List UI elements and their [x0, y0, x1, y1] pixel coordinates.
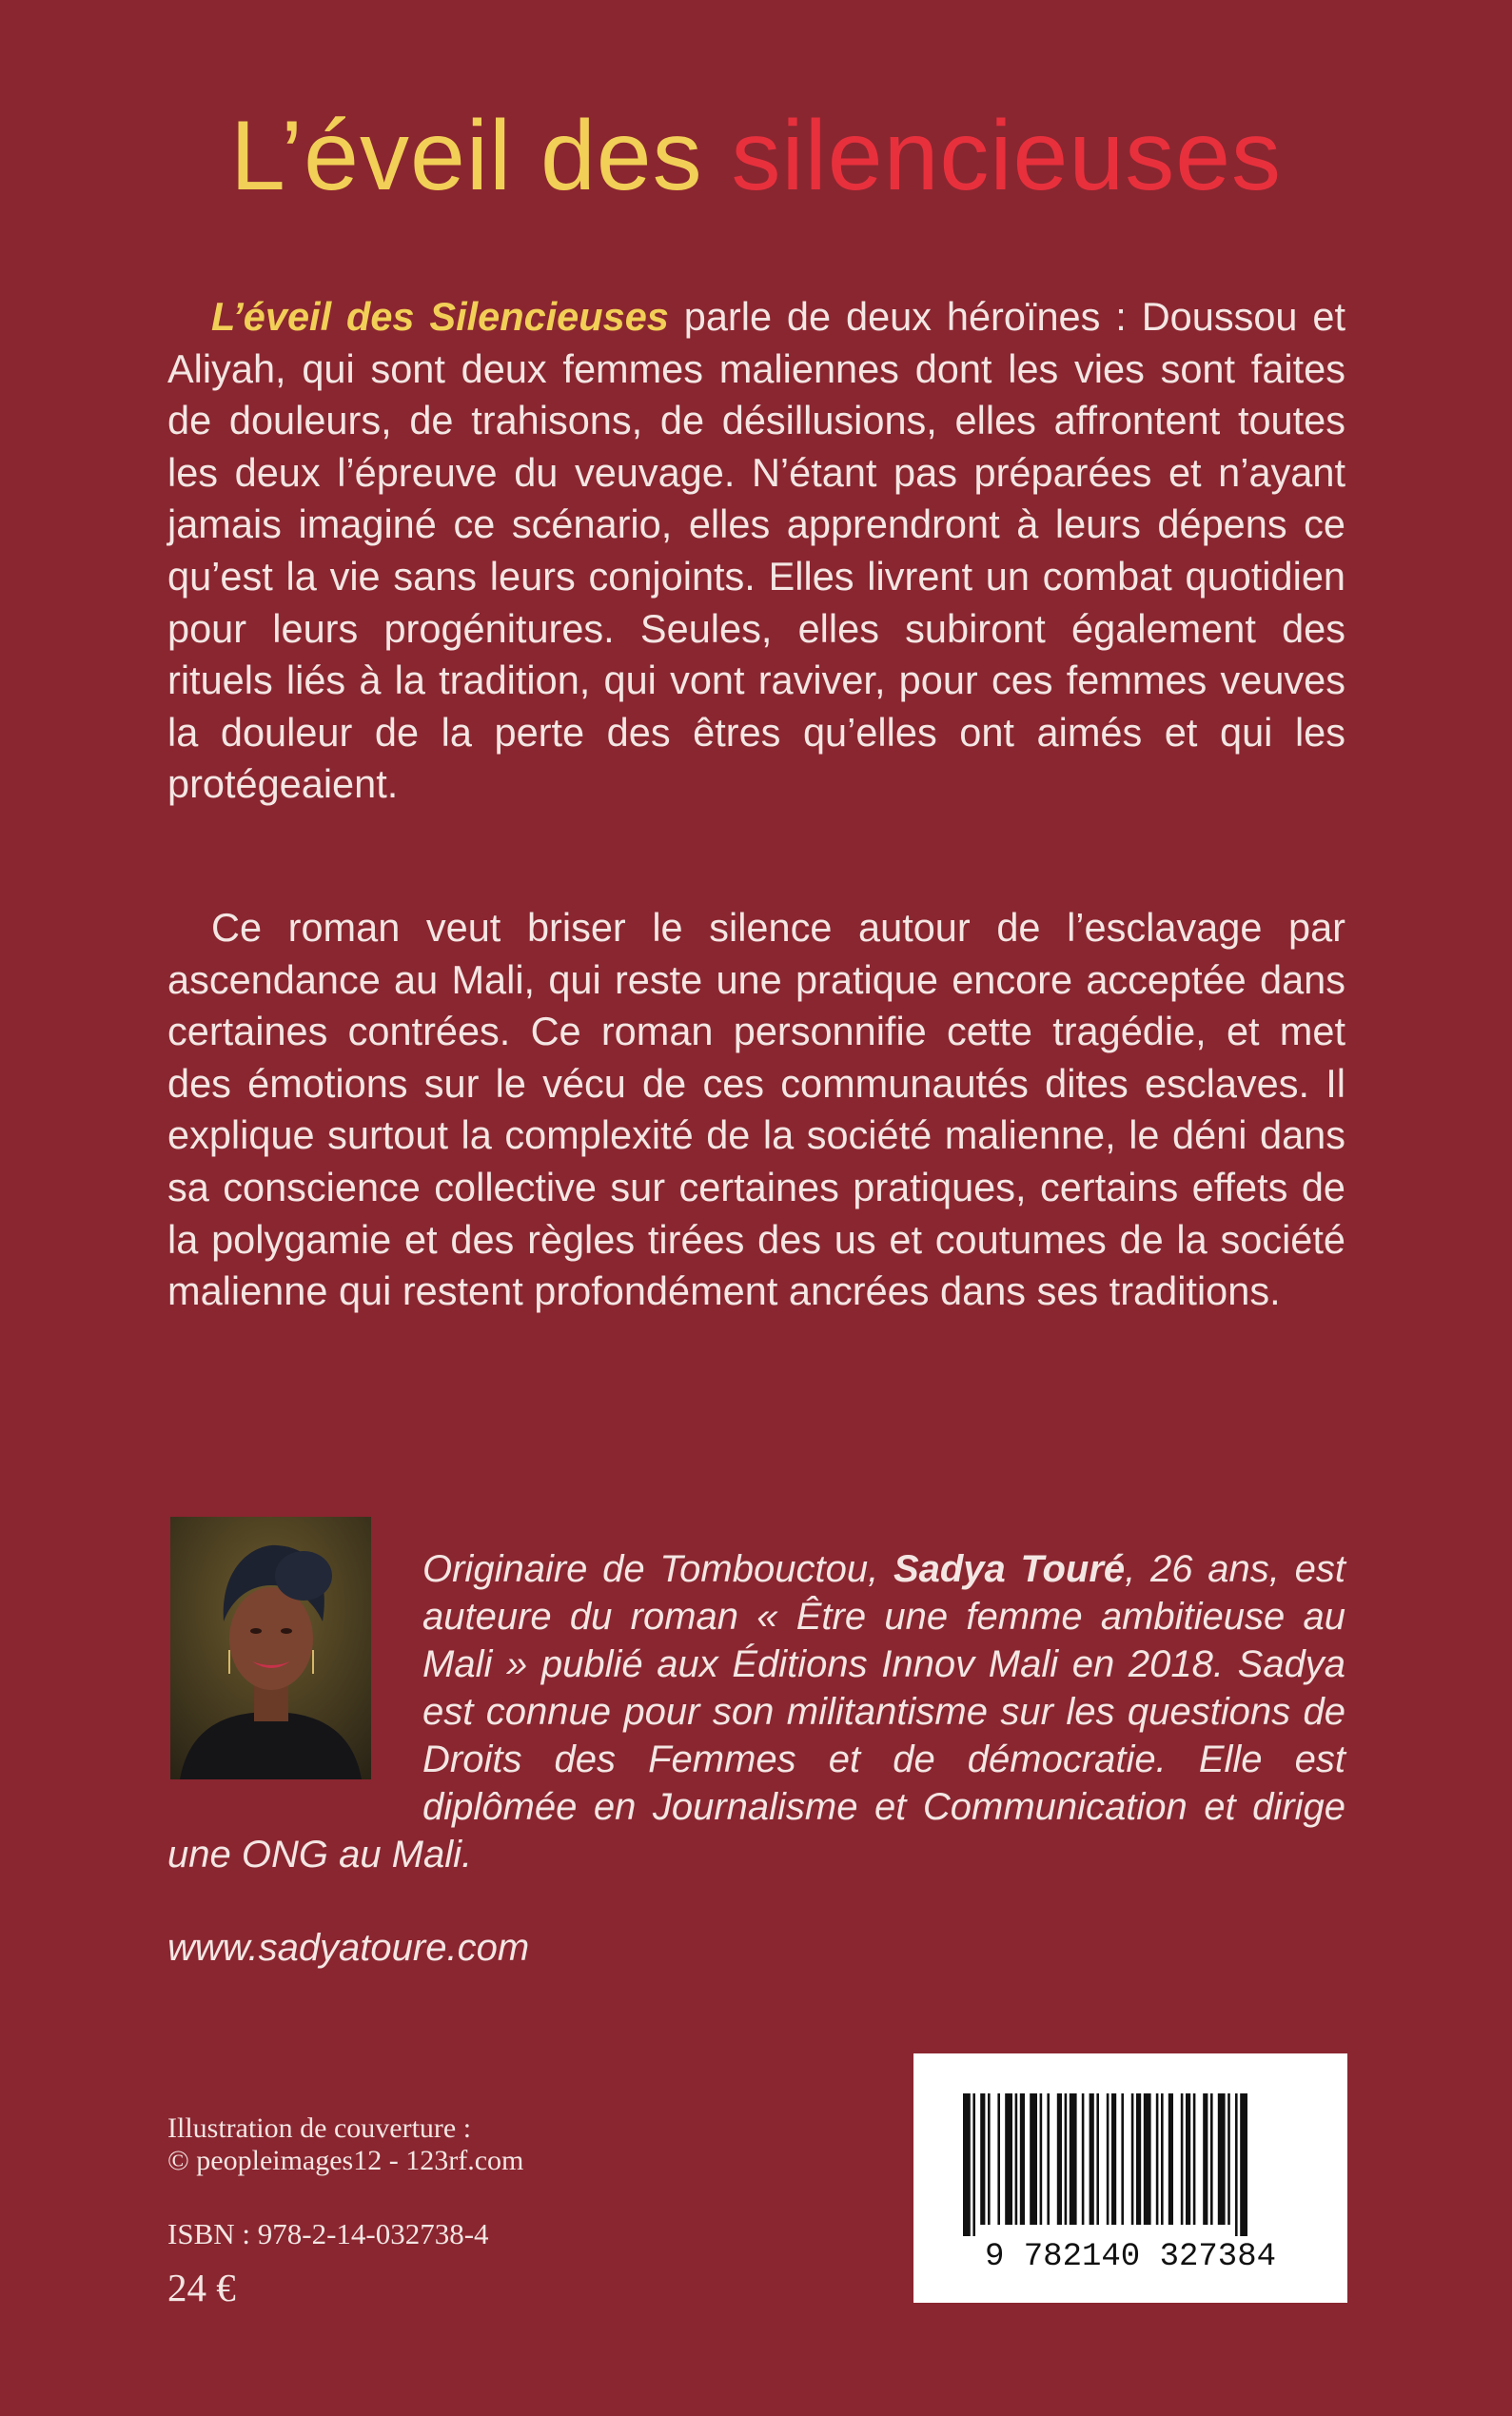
barcode-bar — [988, 2093, 991, 2225]
barcode-graphic — [913, 2053, 1347, 2303]
author-name: Sadya Touré — [893, 1548, 1126, 1590]
barcode — [913, 2053, 1347, 2303]
barcode-bar — [1168, 2093, 1173, 2225]
barcode-bar — [972, 2093, 975, 2236]
barcode-bar — [1005, 2093, 1012, 2225]
barcode-bar — [1186, 2093, 1190, 2225]
author-bio — [167, 1545, 1345, 1878]
barcode-bar — [1030, 2093, 1037, 2225]
photo-spacer — [167, 1545, 422, 1785]
illustration-label: Illustration de couverture : — [167, 2112, 472, 2144]
barcode-bar — [1131, 2093, 1134, 2225]
barcode-bar — [1090, 2093, 1094, 2225]
barcode-bar — [1181, 2093, 1184, 2225]
barcode-bar — [1210, 2093, 1213, 2225]
author-bio-rest: , 26 ans, est auteure du roman « Être une femme ambitieuse au Mali » publié aux Éditions Innov Mali en 2018. Sadya est connue pour son militantisme sur les questions de Droits des Femmes et de démocratie. Elle est diplômée en Journalisme et Communication et dirige une ONG au Mali. — [167, 1548, 1345, 1876]
barcode-bar — [997, 2093, 1000, 2225]
price: 24 € — [167, 2266, 236, 2309]
barcode-bar — [980, 2093, 985, 2225]
barcode-bar — [963, 2093, 971, 2236]
barcode-bar — [1111, 2093, 1116, 2225]
isbn: ISBN : 978-2-14-032738-4 — [167, 2217, 489, 2250]
barcode-bar — [1065, 2093, 1068, 2225]
author-bio-intro: Originaire de Tombouctou, — [422, 1548, 893, 1590]
blurb-paragraph-2: Ce roman veut briser le silence autour de l’esclavage par ascendance au Mali, qui reste une pratique encore acceptée dans certaines contrées. Ce roman personnifie cette tragédie, et met des émotions sur le vécu de ces communautés dites esclaves. Il explique surtout la complexité de la société malienne, le déni dans sa conscience collective sur certaines pratiques, certains effets de la polygamie et des règles tirées des us et coutumes de la société malienne qui restent profondément ancrées dans ses traditions. — [167, 905, 1345, 1314]
barcode-bar — [1057, 2093, 1062, 2225]
barcode-bar — [1121, 2093, 1124, 2225]
blurb-paragraph-1-text: parle de deux héroïnes : Doussou et Aliyah, qui sont deux femmes maliennes dont les vies sont faites de douleurs, de trahisons, de désillusions, elles affrontent toutes les deux l’épreuve du veuvage. N’étant pas préparées et n’ayant jamais imaginé ce scénario, elles apprendront à leurs dépens ce qu’est la vie sans leurs conjoints. Elles livrent un combat quotidien pour leurs progénitures. Seules, elles subiront également des rituels liés à la tradition, qui vont raviver, pour ces femmes veuves la douleur de la perte des êtres qu’elles ont aimés et qui les protégeaient. — [167, 294, 1345, 807]
barcode-bar — [1218, 2093, 1226, 2225]
barcode-bar — [1047, 2093, 1050, 2225]
title-part-1: L’éveil des — [229, 101, 703, 211]
barcode-bar — [1161, 2093, 1164, 2225]
barcode-bar — [1227, 2093, 1230, 2225]
barcode-bar — [1070, 2093, 1077, 2225]
barcode-bar — [1240, 2093, 1247, 2236]
barcode-bar — [1235, 2093, 1238, 2236]
illustration-source: © peopleimages12 - 123rf.com — [167, 2145, 524, 2176]
title-part-2: silencieuses — [731, 101, 1283, 211]
barcode-bar — [1203, 2093, 1208, 2225]
barcode-bar — [1193, 2093, 1196, 2225]
barcode-bar — [1156, 2093, 1159, 2225]
illustration-credit — [167, 2112, 523, 2177]
barcode-bar — [1015, 2093, 1018, 2225]
barcode-bar — [1096, 2093, 1099, 2225]
barcode-bar — [1082, 2093, 1085, 2225]
blurb-paragraph-1 — [167, 291, 1345, 811]
blurb-book-title: L’éveil des Silencieuses — [211, 294, 669, 339]
barcode-bar — [1020, 2093, 1025, 2225]
book-title — [0, 101, 1512, 211]
barcode-bar — [1040, 2093, 1043, 2225]
barcode-bar — [1136, 2093, 1141, 2225]
barcode-digits: 9 782140 327384 — [984, 2239, 1277, 2275]
author-website[interactable]: www.sadyatoure.com — [167, 1927, 530, 1969]
barcode-bar — [1144, 2093, 1151, 2225]
barcode-bar — [1107, 2093, 1109, 2225]
